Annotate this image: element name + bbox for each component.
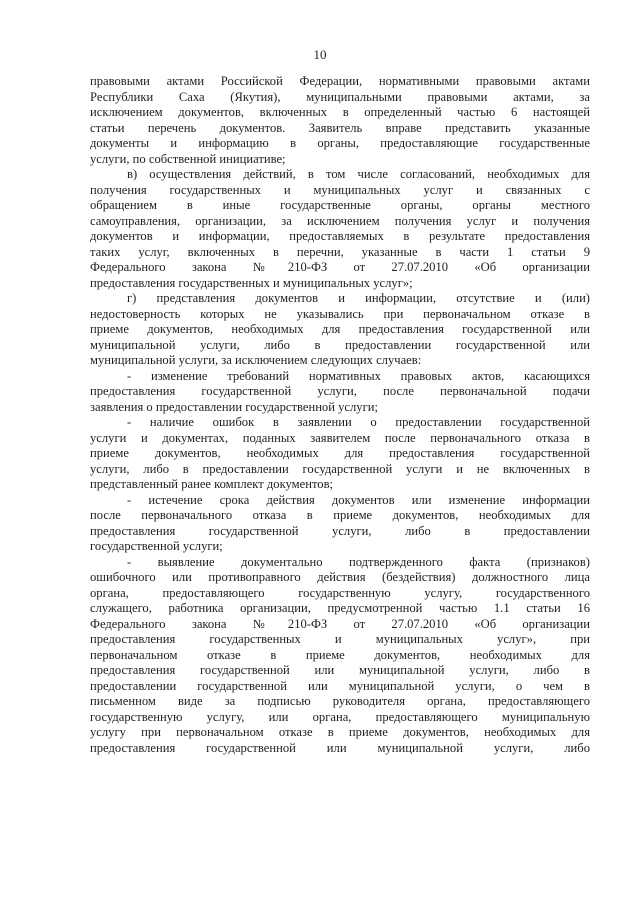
text-line: предоставлении государственной или муниципальной услуги, о чем в: [90, 678, 590, 693]
text-line: предоставления государственных и муниципальных услуг», при: [90, 632, 590, 646]
text-line: правовыми актами Российской Федерации, нормативными правовыми актами: [90, 74, 590, 88]
text-line: - изменение требований нормативных правовых актов, касающихся: [127, 368, 590, 383]
text-line: услуги, либо в предоставлении государственной услуги и не включенных в: [90, 461, 590, 476]
text-line: Федерального закона №210-ФЗ от 27.07.2010 «Об организации: [90, 260, 590, 274]
text-line: Федерального закона №210-ФЗ от 27.07.2010 «Об организации: [90, 616, 590, 631]
text-line: государственной услуги;: [90, 539, 223, 553]
text-line: статьи перечень документов. Заявитель вправе представить указанные: [90, 120, 590, 135]
text-line: приеме документов, необходимых для предоставления государственной: [90, 446, 590, 460]
text-line: предоставления государственной или муниципальной услуги, либо в: [90, 663, 590, 677]
text-line: таких услуг, включенных в перечни, указанные в части 1 статьи 9: [90, 244, 590, 259]
text-line: документы и информацию в органы, предоставляющие государственные: [90, 136, 590, 150]
text-line: заявления о предоставлении государственной услуги;: [90, 399, 378, 414]
text-line: получения государственных и муниципальных услуг и связанных с: [90, 182, 590, 197]
page-number: 10: [313, 47, 327, 62]
text-line: предоставления государственных и муниципальных услуг»;: [90, 275, 413, 290]
text-line: предоставления государственной или муниципальной услуги, либо: [90, 740, 590, 755]
text-line: представленный ранее комплект документов;: [90, 477, 334, 491]
text-line: услугу при первоначальном отказе в приеме документов, необходимых для: [90, 725, 590, 739]
text-line: муниципальной услуги, за исключением следующих случаев:: [90, 353, 422, 367]
text-line: приеме документов, необходимых для предоставления государственной или: [90, 322, 590, 336]
text-line: муниципальной услуги, либо в предоставлении государственной или: [90, 337, 590, 352]
text-line: исключением документов, включенных в определенный частью 6 настоящей: [90, 105, 590, 119]
text-line: услуги, по собственной инициативе;: [90, 151, 286, 166]
text-line: первоначальном отказе в приеме документов, необходимых для: [90, 647, 590, 662]
text-line: предоставления государственной услуги, либо в предоставлении: [90, 523, 590, 538]
text-line: государственную услугу, или органа, предоставляющего муниципальную: [90, 709, 590, 724]
text-line: ошибочного или противоправного действия (бездействия) должностного лица: [90, 570, 590, 584]
text-line: письменном виде за подписью руководителя органа, предоставляющего: [90, 694, 590, 708]
text-line: - выявление документально подтвержденного факта (признаков): [127, 554, 590, 569]
text-line: услуги и документах, поданных заявителем после первоначального отказа в: [90, 430, 590, 445]
text-line: органа, предоставляющего государственную услугу, государственного: [90, 585, 590, 600]
text-line: обращением в иные государственные органы, органы местного: [90, 198, 590, 212]
text-line: - истечение срока действия документов или изменение информации: [127, 492, 590, 507]
text-line: документов и информации, предоставляемых в результате предоставления: [90, 229, 590, 243]
text-line: самоуправления, организации, за исключением получения услуг и получения: [90, 213, 590, 228]
text-line: недостоверность которых не указывались при первоначальном отказе в: [90, 306, 590, 321]
text-line: Республики Саха (Якутия), муниципальными правовыми актами, за: [90, 89, 590, 104]
text-line: после первоначального отказа в приеме документов, необходимых для: [90, 508, 590, 522]
document-body: [90, 74, 590, 756]
text-line: служащего, работника организации, предусмотренной частью 1.1 статьи 16: [90, 601, 590, 615]
text-line: - наличие ошибок в заявлении о предоставлении государственной: [127, 415, 590, 429]
text-line: г) представления документов и информации, отсутствие и (или): [127, 291, 590, 305]
text-line: в) осуществления действий, в том числе согласований, необходимых для: [127, 167, 590, 181]
text-line: предоставления государственной услуги, после первоначальной подачи: [90, 384, 590, 398]
